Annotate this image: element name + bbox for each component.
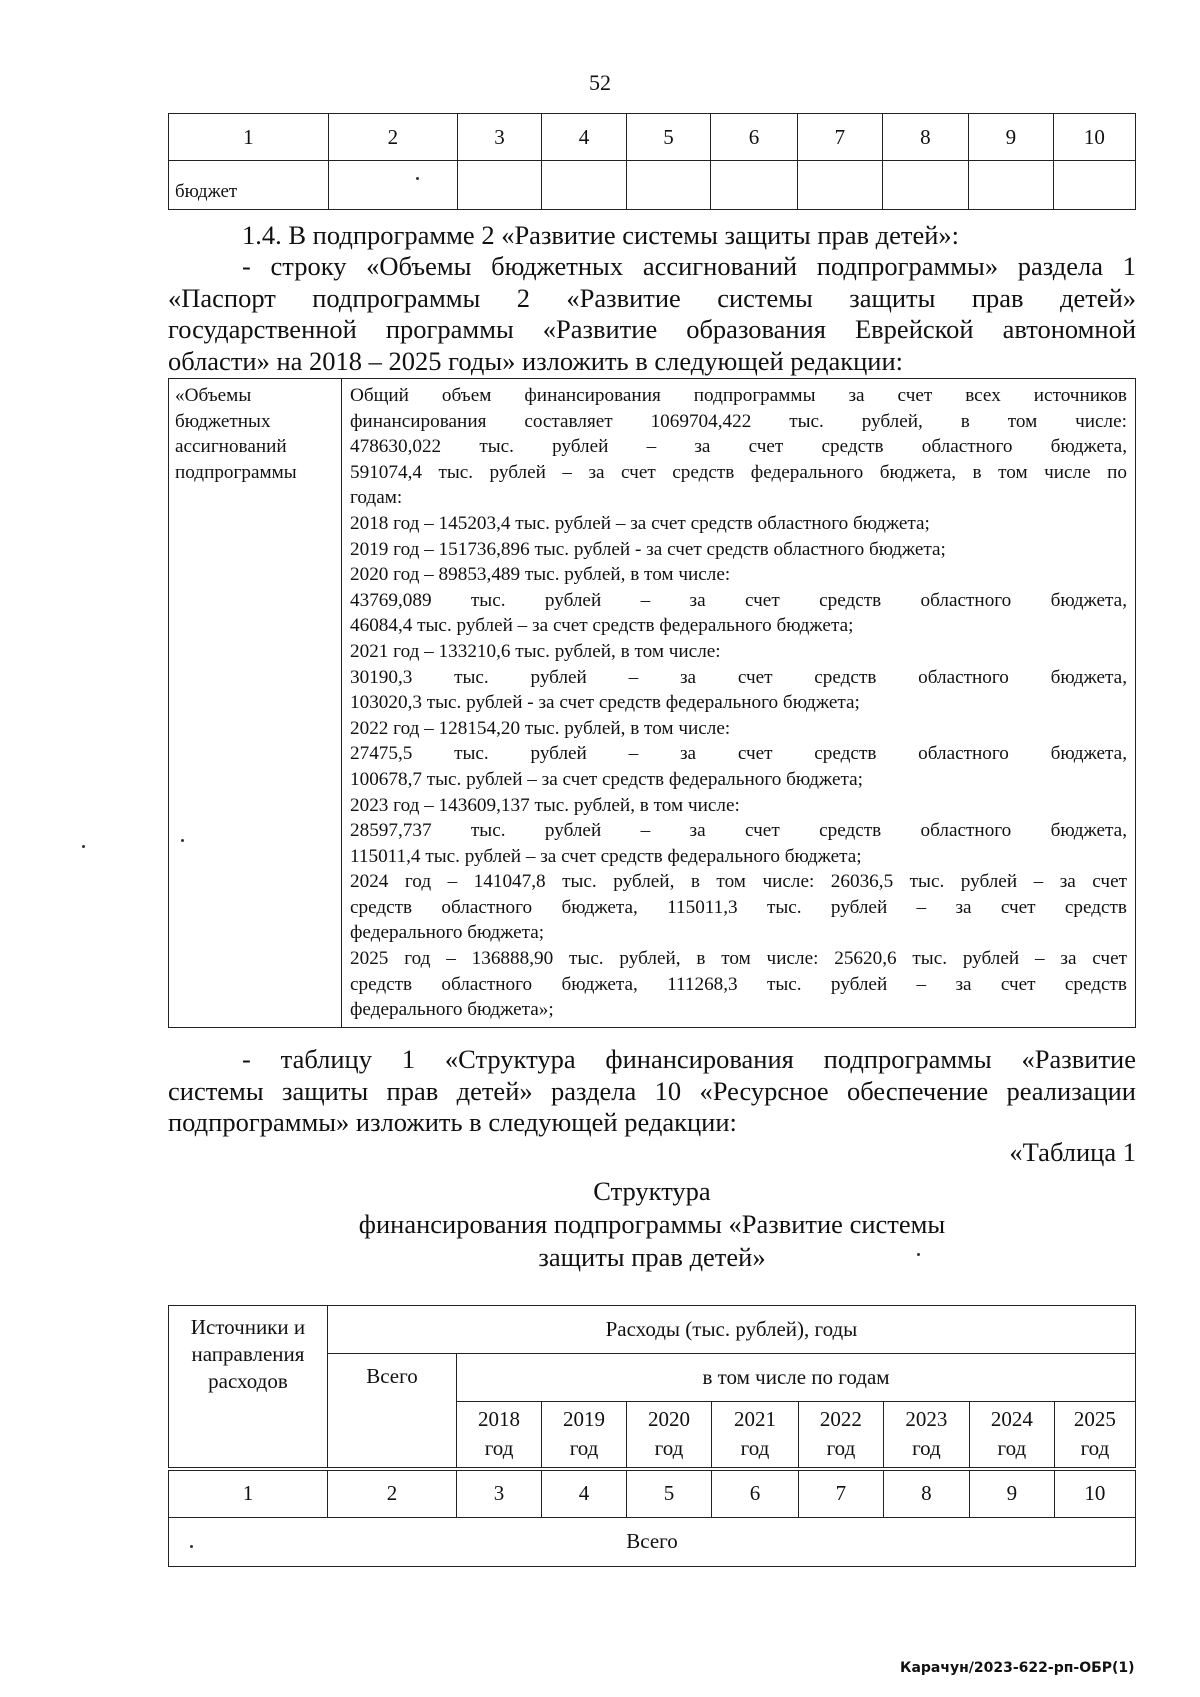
year-header bbox=[542, 1402, 627, 1469]
table-title bbox=[168, 1175, 1136, 1274]
title-line: Структура bbox=[593, 1176, 711, 1206]
year-header bbox=[969, 1402, 1054, 1469]
col-number: 10 bbox=[1053, 114, 1135, 161]
text-line: годам: bbox=[350, 487, 403, 509]
col-number: 8 bbox=[883, 1469, 969, 1518]
table-cell bbox=[328, 161, 457, 210]
col-number: 4 bbox=[542, 1469, 627, 1518]
col-number: 1 bbox=[169, 1469, 328, 1518]
year-value: 2023 bbox=[905, 1407, 948, 1432]
table-cell bbox=[542, 161, 627, 210]
text-line: 28597,737 тыс. рублей – за счет средств областного бюджета, bbox=[350, 820, 1127, 842]
text-line: федерального бюджета»; bbox=[350, 999, 554, 1021]
document-code: Карачун/2023-622-рп-ОБР(1) bbox=[900, 1660, 1135, 1676]
text-line: 43769,089 тыс. рублей – за счет средств областного бюджета, bbox=[350, 589, 1127, 611]
scan-speck bbox=[190, 1545, 193, 1548]
text-line: 46084,4 тыс. рублей – за счет средств федерального бюджета; bbox=[350, 615, 854, 637]
col-number: 2 bbox=[328, 114, 457, 161]
text-line: 30190,3 тыс. рублей – за счет средств областного бюджета, bbox=[350, 666, 1127, 688]
year-suffix: год bbox=[912, 1436, 941, 1461]
text-line: 2023 год – 143609,137 тыс. рублей, в том числе: bbox=[350, 794, 740, 816]
table-paragraph bbox=[168, 1044, 1136, 1139]
col-number: 8 bbox=[882, 114, 968, 161]
allocations-text bbox=[342, 379, 1136, 1028]
year-header bbox=[627, 1402, 712, 1469]
paragraph-line: «Паспорт подпрограммы 2 «Развитие системы защиты прав детей» bbox=[168, 282, 1136, 313]
table-cell bbox=[458, 161, 542, 210]
title-line: финансирования подпрограммы «Развитие системы bbox=[358, 1209, 946, 1239]
table-cell bbox=[882, 161, 968, 210]
col-number: 2 bbox=[327, 1469, 456, 1518]
col-number: 10 bbox=[1054, 1469, 1135, 1518]
table-cell bbox=[627, 161, 711, 210]
continuation-table bbox=[168, 113, 1136, 210]
text-line: 103020,3 тыс. рублей - за счет средств федерального бюджета; bbox=[350, 692, 860, 714]
text-line: 27475,5 тыс. рублей – за счет средств областного бюджета, bbox=[350, 743, 1127, 765]
table-cell bbox=[797, 161, 882, 210]
table-cell bbox=[968, 161, 1053, 210]
year-header bbox=[883, 1402, 969, 1469]
year-value: 2024 bbox=[990, 1407, 1033, 1432]
col-number: 5 bbox=[627, 114, 711, 161]
total-row-label: Всего bbox=[169, 1517, 1136, 1566]
section-heading: 1.4. В подпрограмме 2 «Развитие системы защиты прав детей»: bbox=[242, 220, 960, 250]
text-line: средств областного бюджета, 115011,3 тыс. рублей – за счет средств bbox=[350, 896, 1127, 918]
intro-paragraph bbox=[168, 251, 1136, 377]
year-header bbox=[712, 1402, 799, 1469]
col-number: 4 bbox=[542, 114, 627, 161]
table-cell bbox=[710, 161, 797, 210]
col-number: 5 bbox=[627, 1469, 712, 1518]
paragraph-line: области» на 2018 – 2025 годы» изложить в следующей редакции: bbox=[168, 345, 903, 376]
col-number: 7 bbox=[798, 1469, 883, 1518]
financing-structure-table bbox=[168, 1305, 1136, 1567]
title-line: защиты прав детей» bbox=[538, 1242, 766, 1272]
paragraph-line: подпрограммы» изложить в следующей редакции: bbox=[168, 1107, 737, 1137]
text-line: 2018 год – 145203,4 тыс. рублей – за счет средств областного бюджета; bbox=[350, 512, 930, 534]
row-label: бюджет bbox=[169, 161, 329, 210]
col-number: 6 bbox=[712, 1469, 799, 1518]
scan-speck bbox=[181, 839, 184, 842]
year-header bbox=[798, 1402, 883, 1469]
text-line: Общий объем финансирования подпрограммы за счет всех источников bbox=[350, 385, 1127, 406]
col-number: 3 bbox=[457, 1469, 542, 1518]
col-number: 9 bbox=[969, 1469, 1054, 1518]
year-suffix: год bbox=[1080, 1436, 1110, 1461]
budget-allocations-table bbox=[168, 378, 1136, 1028]
text-line: 478630,022 тыс. рублей – за счет средств областного бюджета, bbox=[350, 436, 1127, 458]
year-header bbox=[457, 1402, 542, 1469]
text-line: 591074,4 тыс. рублей – за счет средств федерального бюджета, в том числе по bbox=[350, 461, 1127, 483]
year-header bbox=[1054, 1402, 1135, 1469]
col-number: 9 bbox=[968, 114, 1053, 161]
text-line: 2025 год – 136888,90 тыс. рублей, в том числе: 25620,6 тыс. рублей – за счет bbox=[350, 948, 1127, 970]
year-value: 2020 bbox=[648, 1407, 690, 1432]
by-years-header: в том числе по годам bbox=[457, 1354, 1136, 1402]
page-number: 52 bbox=[589, 70, 611, 95]
text-line: средств областного бюджета, 111268,3 тыс. рублей – за счет средств bbox=[350, 973, 1127, 995]
year-value: 2019 bbox=[563, 1407, 606, 1432]
year-value: 2018 bbox=[478, 1407, 521, 1432]
year-suffix: год bbox=[484, 1436, 514, 1461]
scan-speck bbox=[416, 177, 419, 180]
year-suffix: год bbox=[569, 1436, 599, 1461]
text-line: 115011,4 тыс. рублей – за счет средств федерального бюджета; bbox=[350, 845, 862, 867]
sources-header: Источники и направления расходов bbox=[169, 1306, 328, 1469]
col-number: 6 bbox=[710, 114, 797, 161]
total-header: Всего bbox=[327, 1354, 456, 1469]
year-suffix: год bbox=[826, 1436, 856, 1461]
text-line: 2024 год – 141047,8 тыс. рублей, в том числе: 26036,5 тыс. рублей – за счет bbox=[350, 871, 1127, 893]
text-line: 2021 год – 133210,6 тыс. рублей, в том числе: bbox=[350, 640, 721, 662]
paragraph-line: государственной программы «Развитие образования Еврейской автономной bbox=[168, 314, 1136, 344]
paragraph-line: - строку «Объемы бюджетных ассигнований подпрограммы» раздела 1 bbox=[242, 251, 1136, 281]
col-number: 7 bbox=[797, 114, 882, 161]
scan-speck bbox=[917, 1253, 920, 1256]
year-suffix: год bbox=[997, 1436, 1027, 1461]
text-line: финансирования составляет 1069704,422 тыс. рублей, в том числе: bbox=[350, 410, 1127, 432]
text-line: федерального бюджета; bbox=[350, 922, 545, 944]
year-value: 2022 bbox=[819, 1407, 862, 1432]
expenses-header: Расходы (тыс. рублей), годы bbox=[327, 1306, 1135, 1354]
text-line: 2019 год – 151736,896 тыс. рублей - за счет средств областного бюджета; bbox=[350, 538, 946, 560]
paragraph-line: системы защиты прав детей» раздела 10 «Ресурсное обеспечение реализации bbox=[168, 1075, 1136, 1106]
col-number: 3 bbox=[458, 114, 542, 161]
allocations-label: «Объемы бюджетных ассигнований подпрограммы bbox=[169, 379, 342, 1028]
year-suffix: год bbox=[654, 1436, 684, 1461]
table-caption: «Таблица 1 bbox=[1009, 1137, 1136, 1167]
text-line: 2020 год – 89853,489 тыс. рублей, в том числе: bbox=[350, 564, 731, 586]
text-line: 100678,7 тыс. рублей – за счет средств федерального бюджета; bbox=[350, 768, 864, 790]
col-number: 1 bbox=[169, 114, 329, 161]
scan-speck bbox=[82, 845, 85, 848]
paragraph-line: - таблицу 1 «Структура финансирования подпрограммы «Развитие bbox=[242, 1044, 1136, 1074]
year-value: 2021 bbox=[733, 1407, 776, 1432]
year-suffix: год bbox=[740, 1436, 770, 1461]
text-line: 2022 год – 128154,20 тыс. рублей, в том числе: bbox=[350, 717, 731, 739]
year-value: 2025 bbox=[1073, 1407, 1116, 1432]
table-cell bbox=[1053, 161, 1135, 210]
